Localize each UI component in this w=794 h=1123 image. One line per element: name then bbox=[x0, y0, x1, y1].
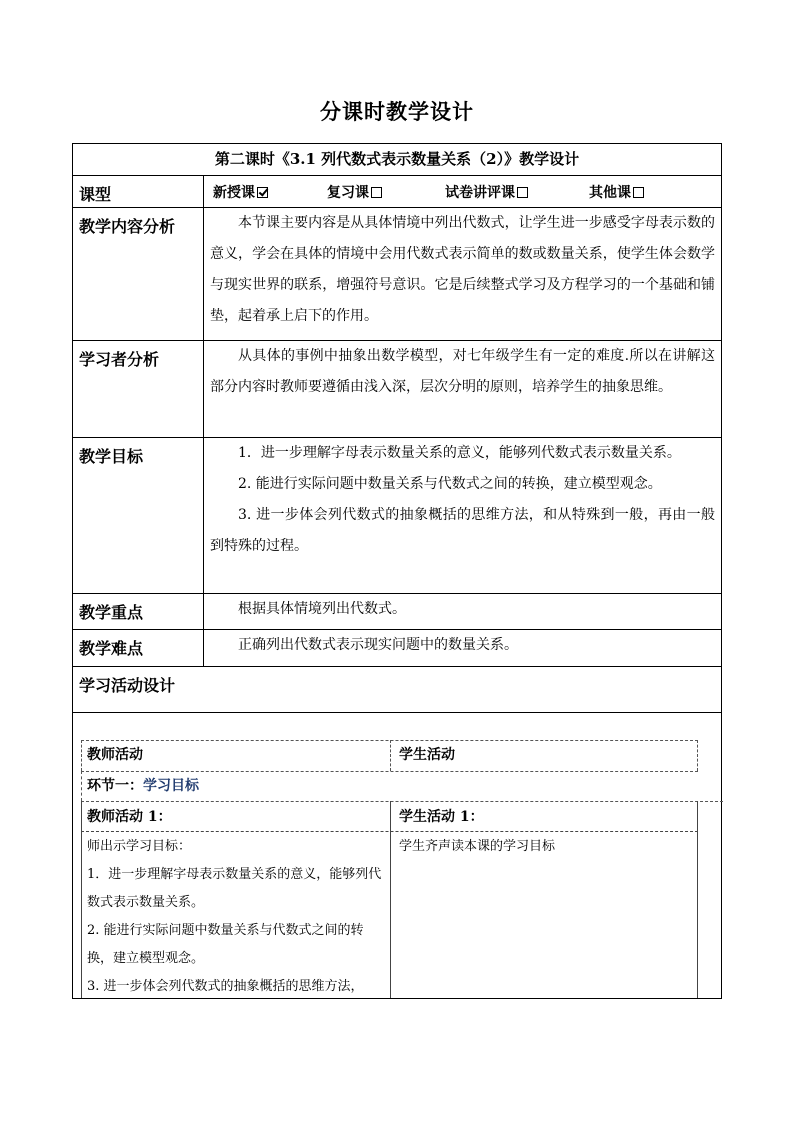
type-option-other[interactable] bbox=[589, 182, 644, 202]
content-analysis-text: 本节课主要内容是从具体情境中列出代数式，让学生进一步感受字母表示数的意义，学会在具体的情境中会用代数式表示简单的数或数量关系，使学生体会数学与现实世界的联系，增强符号意识。它是后续整式学习及方程学习的一个基础和铺垫，起着承上启下的作用。 bbox=[210, 215, 715, 324]
lesson-plan-table bbox=[72, 143, 722, 713]
difficulties-row bbox=[73, 630, 721, 667]
student-activity-content: 学生齐声读本课的学习目标 bbox=[399, 839, 556, 854]
student-activity-header: 学生活动 bbox=[399, 747, 455, 763]
lesson-title-row bbox=[73, 144, 721, 176]
type-option-exam-review[interactable] bbox=[445, 182, 528, 202]
activity-table bbox=[81, 740, 698, 998]
teacher-line: 1．进一步理解字母表示数量关系的意义，能够列代数式表示数量关系。 bbox=[87, 867, 382, 910]
student-activity-title: 学生活动 1： bbox=[399, 809, 484, 825]
teacher-activity-header: 教师活动 bbox=[87, 747, 143, 763]
checkbox-icon bbox=[633, 187, 644, 198]
checkbox-icon bbox=[517, 187, 528, 198]
stage-label bbox=[87, 775, 199, 795]
key-points-label: 教学重点 bbox=[73, 594, 204, 629]
objective-item: 1．进一步理解字母表示数量关系的意义，能够列代数式表示数量关系。 bbox=[238, 445, 681, 461]
key-points-row bbox=[73, 594, 721, 630]
activity-design-label: 学习活动设计 bbox=[79, 676, 176, 695]
content-analysis-row bbox=[73, 208, 721, 341]
type-option-review[interactable] bbox=[327, 182, 382, 202]
page-title: 分课时教学设计 bbox=[320, 99, 474, 124]
type-option-label: 新授课 bbox=[213, 185, 255, 201]
teacher-line: 2. 能进行实际问题中数量关系与代数式之间的转换，建立模型观念。 bbox=[87, 923, 364, 966]
type-row bbox=[73, 176, 721, 208]
stage-prefix: 环节一： bbox=[87, 778, 143, 794]
teacher-line: 师出示学习目标： bbox=[87, 839, 192, 854]
difficulties-label: 教学难点 bbox=[73, 630, 204, 666]
checkbox-icon bbox=[371, 187, 382, 198]
learner-analysis-text: 从具体的事例中抽象出数学模型，对七年级学生有一定的难度.所以在讲解这部分内容时教师要遵循由浅入深，层次分明的原则，培养学生的抽象思维。 bbox=[210, 348, 715, 395]
objective-item: 2. 能进行实际问题中数量关系与代数式之间的转换，建立模型观念。 bbox=[238, 476, 662, 492]
type-option-label: 其他课 bbox=[589, 185, 631, 201]
objective-item: 3. 进一步体会列代数式的抽象概括的思维方法，和从特殊到一般，再由一般到特殊的过程。 bbox=[210, 507, 715, 554]
checked-box-icon bbox=[257, 187, 268, 198]
learner-analysis-row bbox=[73, 341, 721, 438]
type-option-new[interactable] bbox=[213, 182, 268, 202]
activity-section bbox=[72, 713, 722, 999]
teacher-line: 3. 进一步体会列代数式的抽象概括的思维方法， bbox=[87, 979, 364, 994]
activity-design-row bbox=[73, 667, 721, 712]
type-label: 课型 bbox=[73, 176, 204, 207]
content-analysis-label: 教学内容分析 bbox=[73, 208, 204, 340]
learner-analysis-label: 学习者分析 bbox=[73, 341, 204, 437]
lesson-title: 第二课时《3.1 列代数式表示数量关系（2）》教学设计 bbox=[214, 150, 580, 168]
type-option-label: 复习课 bbox=[327, 185, 369, 201]
objectives-label: 教学目标 bbox=[73, 438, 204, 593]
stage-name: 学习目标 bbox=[143, 778, 199, 794]
type-option-label: 试卷讲评课 bbox=[445, 185, 515, 201]
objectives-row bbox=[73, 438, 721, 594]
teacher-activity-title: 教师活动 1： bbox=[87, 809, 172, 825]
key-points-text: 根据具体情境列出代数式。 bbox=[238, 601, 406, 617]
difficulties-text: 正确列出代数式表示现实问题中的数量关系。 bbox=[238, 637, 518, 653]
teacher-activity-content bbox=[87, 833, 385, 1001]
